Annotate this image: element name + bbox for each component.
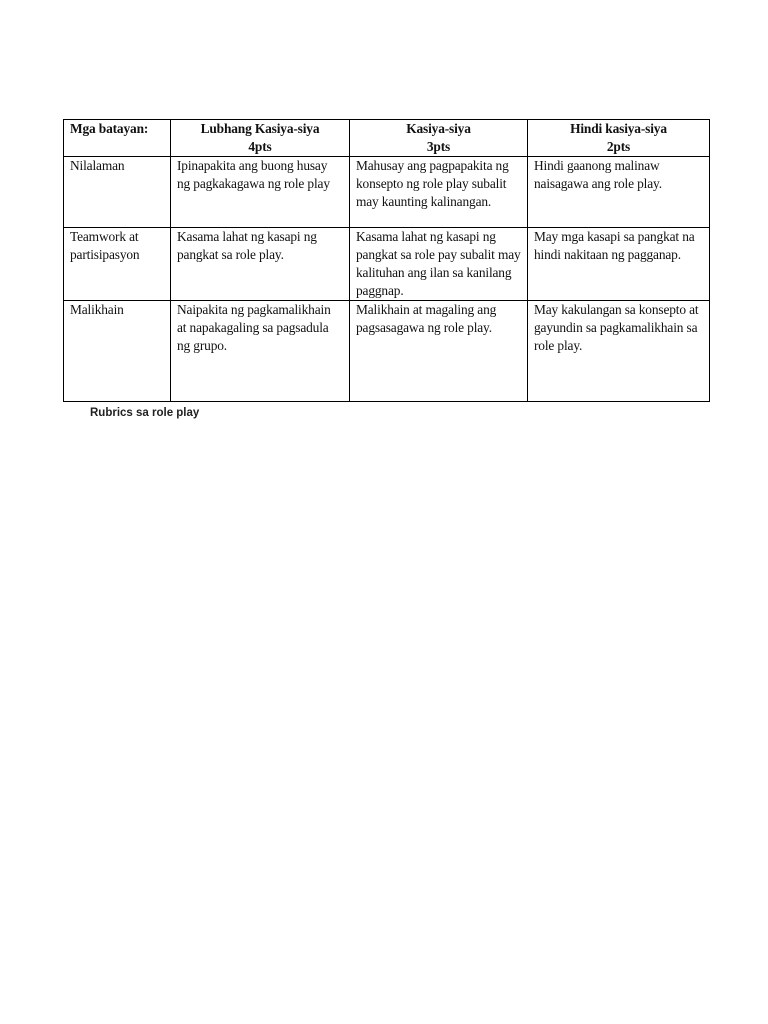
table-row-nilalaman — [64, 157, 710, 228]
header-kasiya-siya — [350, 120, 528, 157]
header-criteria — [64, 120, 171, 157]
table-header-row — [64, 120, 710, 157]
descriptor-cell: Hindi gaanong malinaw naisagawa ang role play. — [528, 157, 710, 228]
header-level-points: 3pts — [426, 139, 451, 154]
descriptor-cell: Naipakita ng pagkamalikhain at napakagaling sa pagsadula ng grupo. — [171, 301, 350, 402]
table-caption: Rubrics sa role play — [90, 407, 200, 419]
descriptor-cell: Ipinapakita ang buong husay ng pagkakagawa ng role play — [171, 157, 350, 228]
header-level-label: Kasiya-siya — [406, 121, 471, 136]
header-lubhang-kasiya-siya — [171, 120, 350, 157]
header-level-label: Lubhang Kasiya-siya — [200, 121, 320, 136]
table-row-teamwork — [64, 228, 710, 301]
descriptor-cell: Kasama lahat ng kasapi ng pangkat sa role play. — [171, 228, 350, 301]
header-level-label: Hindi kasiya-siya — [570, 121, 667, 136]
header-hindi-kasiya-siya — [528, 120, 710, 157]
criterion-cell: Teamwork at partisipasyon — [64, 228, 171, 301]
header-criteria-label: Mga batayan: — [70, 121, 149, 136]
descriptor-cell: May mga kasapi sa pangkat na hindi nakitaan ng pagganap. — [528, 228, 710, 301]
descriptor-cell: May kakulangan sa konsepto at gayundin sa pagkamalikhain sa role play. — [528, 301, 710, 402]
table-row-malikhain — [64, 301, 710, 402]
descriptor-cell: Malikhain at magaling ang pagsasagawa ng role play. — [350, 301, 528, 402]
descriptor-cell: Mahusay ang pagpapakita ng konsepto ng role play subalit may kaunting kalinangan. — [350, 157, 528, 228]
header-level-points: 2pts — [606, 139, 631, 154]
header-level-points: 4pts — [248, 139, 272, 154]
descriptor-cell: Kasama lahat ng kasapi ng pangkat sa role pay subalit may kalituhan ang ilan sa kanilang paggnap. — [350, 228, 528, 301]
criterion-cell: Malikhain — [64, 301, 171, 402]
criterion-cell: Nilalaman — [64, 157, 171, 228]
rubric-table — [63, 119, 710, 402]
